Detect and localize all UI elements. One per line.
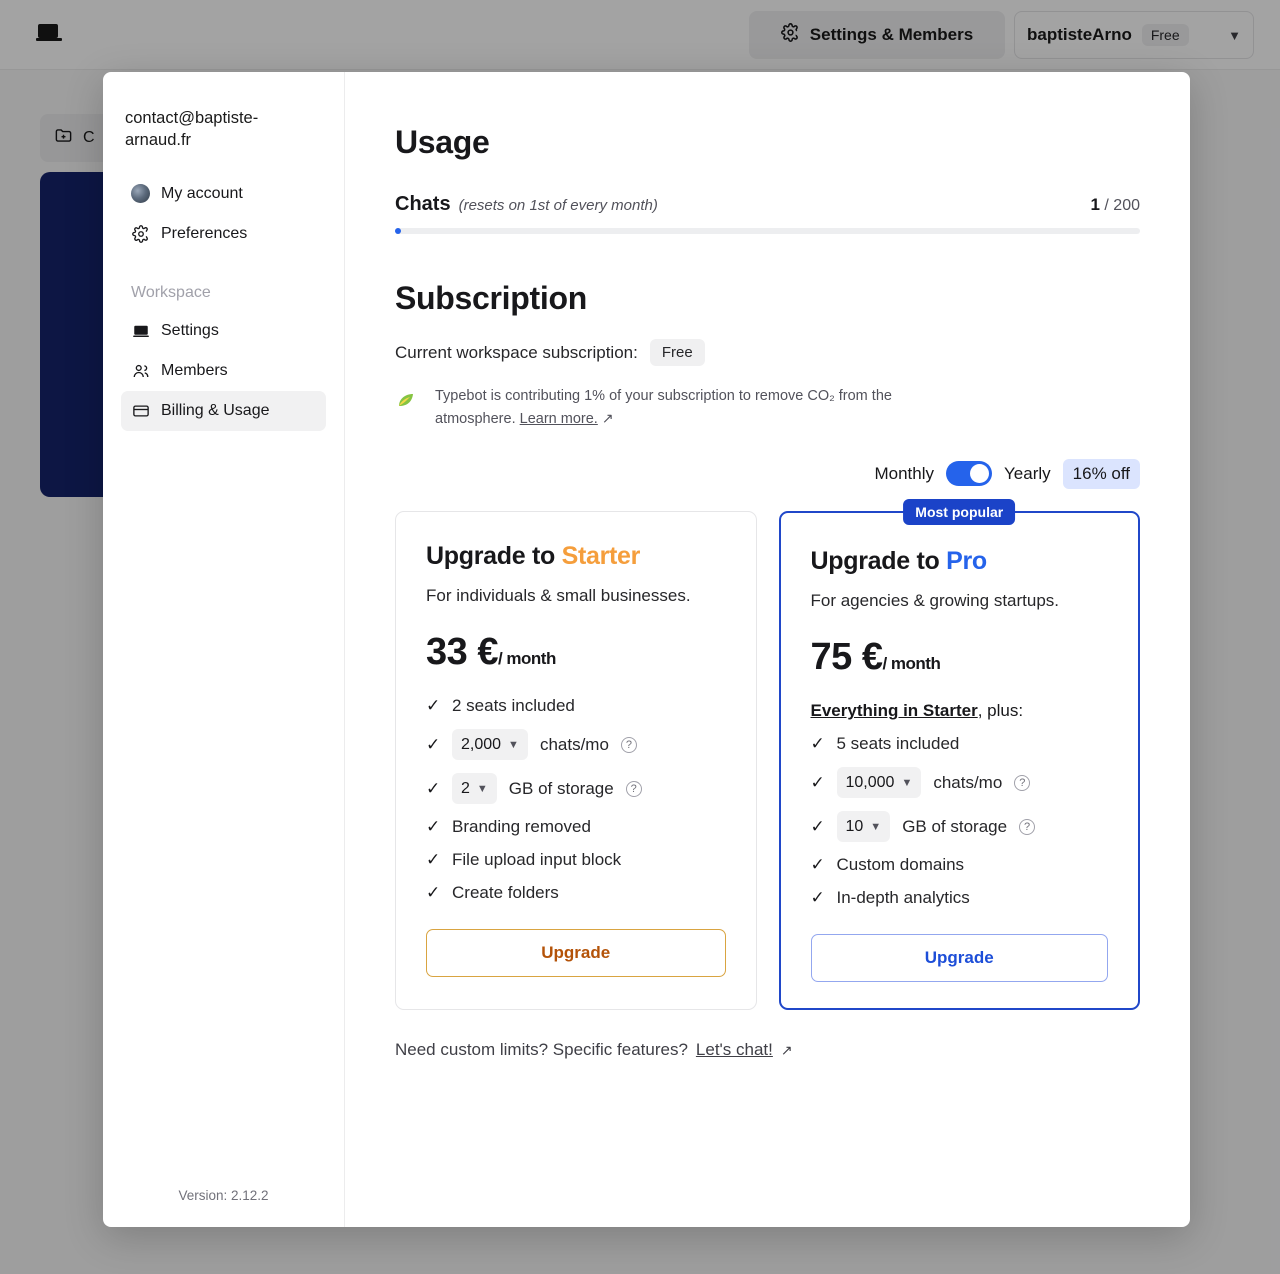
feature-item — [426, 817, 726, 837]
feature-label: Custom domains — [836, 855, 965, 875]
plan-price — [811, 636, 1109, 679]
sidebar-item-my-account[interactable] — [121, 174, 326, 214]
billing-period-switch[interactable] — [946, 461, 992, 486]
feature-item — [426, 729, 726, 760]
account-email: contact@baptiste-arnaud.fr — [125, 109, 259, 149]
avatar-icon — [131, 184, 150, 203]
feature-label: chats/mo — [539, 734, 609, 754]
usage-reset-note: (resets on 1st of every month) — [458, 197, 658, 214]
current-subscription-label: Current workspace subscription: — [395, 342, 638, 362]
plan-features-starter — [426, 696, 726, 903]
most-popular-badge: Most popular — [903, 499, 1015, 525]
custom-limits-row — [395, 1040, 1140, 1060]
modal-sidebar — [103, 72, 345, 1227]
current-subscription-row — [395, 339, 1140, 366]
everything-in-starter-row — [811, 701, 1109, 721]
feature-item — [426, 850, 726, 870]
feature-item — [811, 767, 1109, 798]
sidebar-item-label: Members — [161, 361, 228, 379]
chevron-down-icon: ▼ — [476, 782, 488, 795]
current-plan-badge: Free — [650, 339, 705, 366]
plan-price — [426, 631, 726, 674]
plan-price-period: / month — [497, 649, 556, 669]
check-icon: ✓ — [810, 816, 825, 836]
lets-chat-link[interactable]: Let's chat! — [695, 1040, 773, 1060]
plan-card-starter — [395, 511, 757, 1011]
chats-quota-value: 10,000 — [845, 773, 895, 791]
chevron-down-icon: ▼ — [901, 776, 913, 789]
workspace-name: baptisteArno — [1027, 25, 1132, 44]
storage-quota-select[interactable] — [452, 773, 497, 804]
leaf-icon — [395, 388, 423, 412]
check-icon: ✓ — [810, 855, 825, 875]
upgrade-button-starter[interactable]: Upgrade — [426, 929, 726, 977]
feature-item — [811, 734, 1109, 754]
sidebar-item-label: Preferences — [161, 224, 248, 242]
feature-item — [811, 888, 1109, 908]
usage-progress-bar — [395, 228, 1140, 234]
help-icon[interactable]: ? — [1014, 775, 1030, 791]
plan-title-prefix: Upgrade to — [810, 546, 947, 575]
feature-label: chats/mo — [933, 772, 1003, 792]
plans-container — [395, 503, 1140, 1011]
feature-label: GB of storage — [508, 778, 614, 798]
plan-title-starter — [426, 542, 726, 571]
usage-count — [1090, 195, 1140, 215]
check-icon: ✓ — [810, 888, 825, 908]
check-icon: ✓ — [426, 778, 441, 798]
workspace-plan-badge: Free — [1142, 24, 1189, 46]
plan-description: For agencies & growing startups. — [810, 590, 1060, 610]
yearly-label[interactable]: Yearly — [1004, 463, 1051, 483]
usage-limit: / 200 — [1104, 197, 1140, 214]
users-icon — [131, 361, 150, 380]
plan-card-pro — [779, 503, 1141, 1011]
feature-item — [426, 883, 726, 903]
feature-label: 2 seats included — [452, 696, 575, 716]
chats-quota-value: 2,000 — [461, 735, 502, 753]
co2-text: Typebot is contributing 1% of your subscription to remove CO₂ from the atmosphere. — [435, 388, 892, 427]
credit-card-icon — [131, 401, 150, 420]
external-link-icon: ↗ — [780, 1041, 793, 1058]
feature-label: Create folders — [452, 883, 559, 903]
plan-features-pro — [811, 701, 1109, 908]
check-icon: ✓ — [810, 734, 825, 754]
co2-notice — [395, 386, 955, 431]
storage-quota-value: 2 — [461, 779, 470, 797]
check-icon: ✓ — [426, 817, 441, 837]
subscription-title: Subscription — [395, 280, 587, 316]
help-icon[interactable]: ? — [621, 737, 637, 753]
check-icon: ✓ — [426, 850, 441, 870]
help-icon[interactable]: ? — [626, 781, 642, 797]
billing-period-toggle — [395, 459, 1140, 489]
monthly-label[interactable]: Monthly — [874, 463, 935, 483]
everything-suffix: , plus: — [977, 701, 1024, 721]
usage-chats-label: Chats — [395, 193, 451, 215]
feature-label: GB of storage — [902, 816, 1008, 836]
upgrade-button-pro[interactable]: Upgrade — [811, 934, 1109, 982]
usage-used: 1 — [1090, 195, 1100, 214]
check-icon: ✓ — [426, 696, 441, 716]
sidebar-item-members[interactable] — [121, 351, 326, 391]
storage-quota-select[interactable] — [837, 811, 891, 842]
chevron-down-icon: ▼ — [870, 820, 882, 833]
feature-label: File upload input block — [452, 850, 622, 870]
sidebar-item-label: My account — [161, 184, 243, 202]
gear-icon — [131, 224, 150, 243]
check-icon: ✓ — [426, 883, 441, 903]
chevron-down-icon: ▼ — [508, 738, 519, 751]
sidebar-item-preferences[interactable] — [121, 214, 326, 254]
feature-item — [426, 696, 726, 716]
feature-item — [811, 811, 1109, 842]
plan-title-prefix: Upgrade to — [426, 541, 562, 570]
app-version: Version: 2.12.2 — [178, 1188, 269, 1203]
chevron-down-icon: ▼ — [1228, 27, 1241, 43]
plan-name: Starter — [561, 541, 641, 570]
check-icon: ✓ — [810, 772, 825, 792]
everything-in-starter-link[interactable]: Everything in Starter — [810, 701, 978, 721]
feature-label: Branding removed — [452, 817, 591, 837]
feature-item — [426, 773, 726, 804]
plan-price-value: 33 € — [426, 631, 498, 674]
sidebar-item-label: Settings — [161, 321, 219, 339]
feature-label: In-depth analytics — [836, 888, 970, 908]
billing-panel — [345, 72, 1190, 1227]
chats-quota-select[interactable] — [837, 767, 922, 798]
storage-quota-value: 10 — [845, 817, 864, 835]
plan-title-pro — [811, 547, 1109, 576]
plan-price-period: / month — [882, 654, 941, 674]
check-icon: ✓ — [426, 734, 441, 754]
custom-limits-text: Need custom limits? Specific features? — [395, 1040, 688, 1060]
laptop-icon — [131, 321, 150, 340]
external-link-icon: ↗ — [601, 409, 614, 426]
help-icon[interactable]: ? — [1019, 819, 1035, 835]
co2-learn-more-link[interactable]: Learn more. — [519, 410, 598, 427]
sidebar-item-billing-and-usage[interactable] — [121, 391, 326, 431]
feature-item — [811, 855, 1109, 875]
sidebar-item-settings[interactable] — [121, 311, 326, 351]
sidebar-item-label: Billing & Usage — [161, 401, 270, 419]
usage-chats-row — [395, 193, 1140, 216]
sidebar-group-workspace: Workspace — [131, 283, 211, 301]
usage-title: Usage — [395, 124, 490, 160]
feature-label: 5 seats included — [836, 734, 960, 754]
plan-description: For individuals & small businesses. — [426, 585, 691, 605]
discount-badge: 16% off — [1063, 459, 1140, 489]
chats-quota-select[interactable] — [452, 729, 528, 760]
settings-and-members-label: Settings & Members — [809, 25, 974, 44]
create-folder-label: C — [83, 129, 95, 146]
plan-price-value: 75 € — [810, 636, 883, 679]
plan-name: Pro — [946, 546, 987, 575]
settings-modal — [103, 72, 1190, 1227]
